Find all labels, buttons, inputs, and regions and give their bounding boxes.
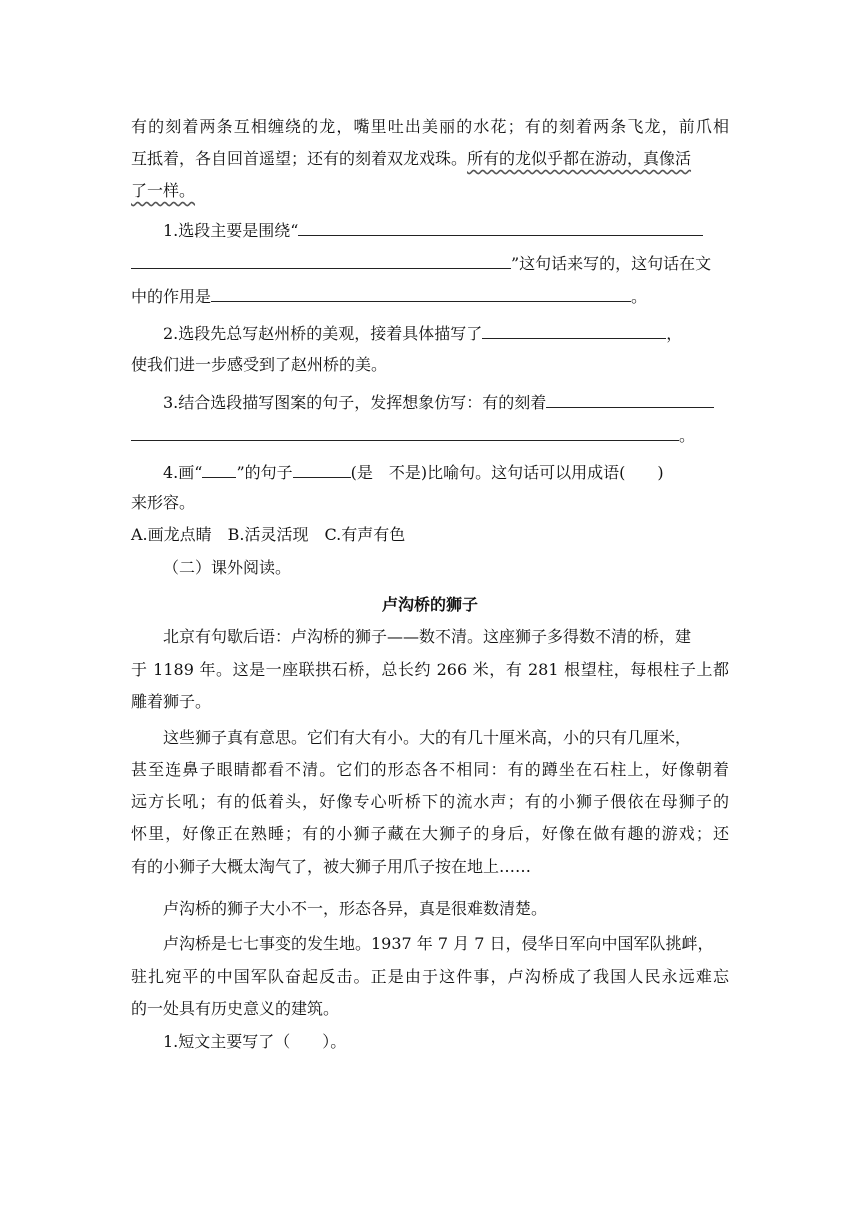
question-text: 。 (679, 426, 696, 445)
article-title: 卢沟桥的狮子 (381, 595, 478, 614)
wavy-underlined-sentence: 了一样。 (131, 181, 196, 200)
passage-text: 互抵着，各自回首遥望；还有的刻着双龙戏珠。 (131, 149, 468, 168)
question-text: 中的作用是 (131, 287, 212, 306)
article-line: 卢沟桥的狮子大小不一，形态各异，真是很难数清楚。 (163, 899, 548, 918)
article-line: 卢沟桥是七七事变的发生地。1937 年 7 月 7 日，侵华日军向中国军队挑衅， (163, 934, 714, 953)
question-4 (163, 461, 664, 484)
question-1 (163, 219, 703, 242)
article-line: 这些狮子真有意思。它们有大有小。大的有几十厘米高，小的只有几厘米， (163, 728, 692, 747)
answer-options: A.画龙点睛 B.活灵活现 C.有声有色 (131, 525, 406, 544)
answer-blank[interactable] (293, 461, 351, 478)
question-text: 2.选段先总写赵州桥的美观，接着具体描写了 (163, 324, 483, 343)
question-text: 。 (631, 287, 648, 306)
answer-blank[interactable] (298, 219, 703, 236)
article-line: 远方长吼；有的低着头，好像专心听桥下的流水声；有的小狮子偎依在母狮子的 (131, 792, 729, 811)
wavy-underlined-sentence: 所有的龙似乎都在游动，真像活 (467, 149, 692, 168)
question-text: 3.结合选段描写图案的句子，发挥想象仿写：有的刻着 (163, 393, 547, 412)
answer-blank[interactable] (482, 322, 666, 339)
article-line: 于 1189 年。这是一座联拱石桥，总长约 266 米，有 281 根望柱，每根柱子上都 (131, 660, 729, 679)
passage-line (131, 148, 691, 170)
question-1-line2 (131, 252, 711, 275)
question-2 (163, 322, 682, 345)
question-text: (是 不是)比喻句。这句话可以用成语( ) (350, 463, 664, 482)
question-3-line2 (131, 424, 695, 447)
article-line: 怀里，好像正在熟睡；有的小狮子藏在大狮子的身后，好像在做有趣的游戏；还 (131, 824, 729, 843)
answer-blank[interactable] (131, 252, 511, 269)
passage-line (131, 180, 195, 202)
answer-blank[interactable] (202, 461, 236, 478)
article-line: 的一处具有历史意义的建筑。 (131, 999, 340, 1018)
article-line: 有的小狮子大概太淘气了，被大狮子用爪子按在地上…… (131, 857, 532, 876)
article-line: 雕着狮子。 (131, 692, 212, 711)
question-3 (163, 391, 714, 414)
question-text: 4.画“ (163, 463, 203, 482)
question-4-line2: 来形容。 (131, 493, 196, 512)
section-heading: （二）课外阅读。 (163, 558, 292, 577)
question-text: 1.选段主要是围绕“ (163, 221, 299, 240)
answer-blank[interactable] (131, 424, 679, 441)
passage-line: 有的刻着两条互相缠绕的龙，嘴里吐出美丽的水花；有的刻着两条飞龙，前爪相 (131, 117, 729, 136)
question-2-line2: 使我们进一步感受到了赵州桥的美。 (131, 355, 388, 374)
article-line: 驻扎宛平的中国军队奋起反击。正是由于这件事，卢沟桥成了我国人民永远难忘 (131, 967, 729, 986)
answer-blank[interactable] (546, 391, 714, 408)
question-short-text-1: 1.短文主要写了（ ）。 (163, 1032, 347, 1051)
article-line: 北京有句歇后语：卢沟桥的狮子——数不清。这座狮子多得数不清的桥，建 (163, 627, 692, 646)
question-text: ”这句话来写的，这句话在文 (511, 254, 712, 273)
answer-blank[interactable] (211, 285, 631, 302)
question-text: ”的句子 (236, 463, 293, 482)
question-1-line3 (131, 285, 647, 308)
article-line: 甚至连鼻子眼睛都看不清。它们的形态各不相同：有的蹲坐在石柱上，好像朝着 (131, 760, 729, 779)
question-text: ， (666, 324, 683, 343)
